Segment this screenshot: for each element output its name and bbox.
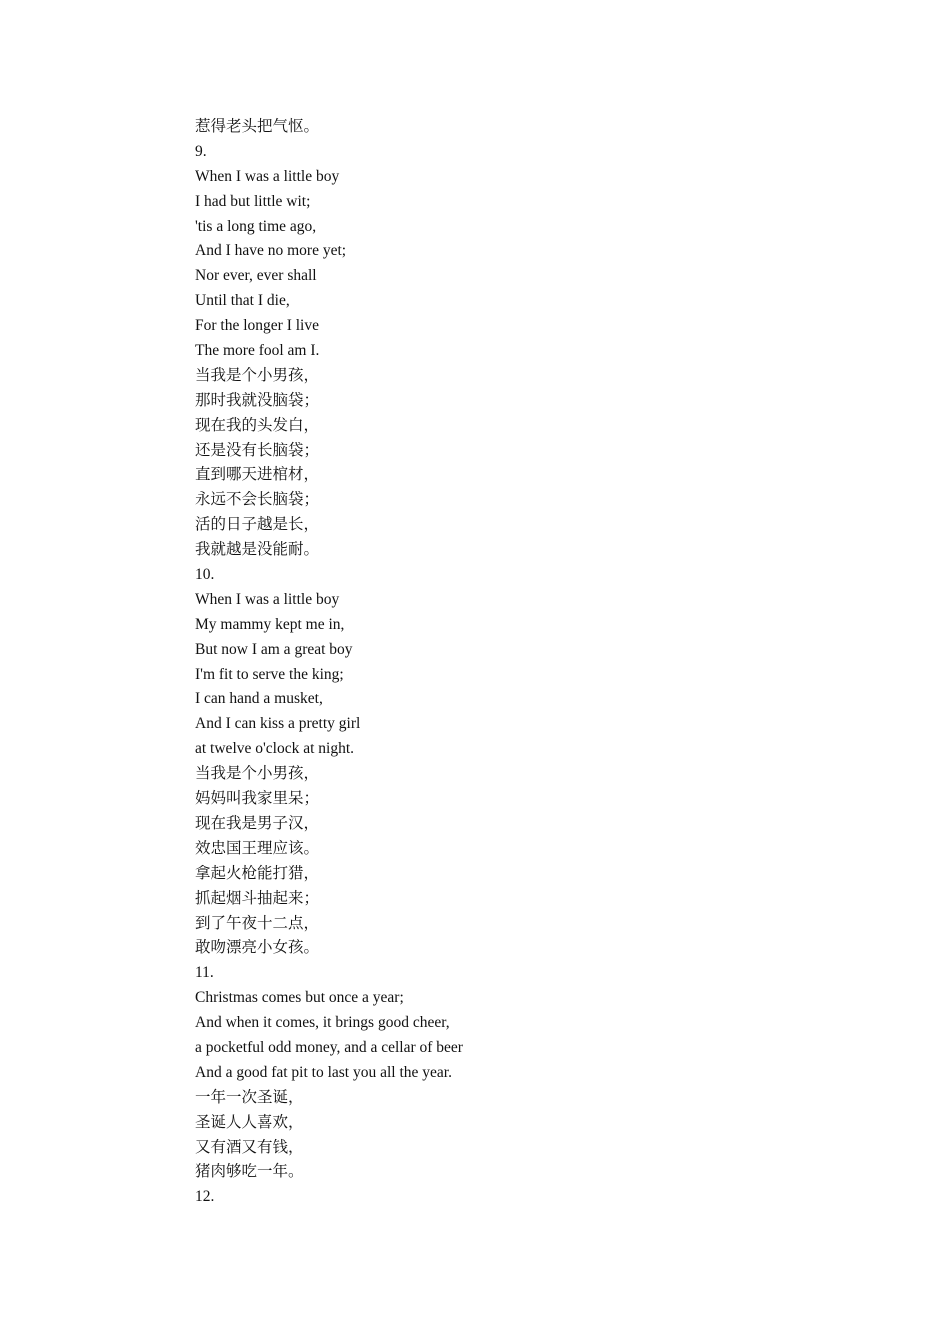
text-line: But now I am a great boy bbox=[195, 640, 353, 658]
text-line: 11. bbox=[195, 964, 214, 982]
text-line: 圣诞人人喜欢， bbox=[195, 1113, 304, 1131]
text-line: 9. bbox=[195, 142, 207, 160]
text-line: 还是没有长脑袋； bbox=[195, 441, 320, 459]
text-line: 拿起火枪能打猎， bbox=[195, 864, 320, 882]
text-line: For the longer I live bbox=[195, 317, 319, 335]
text-line: And I can kiss a pretty girl bbox=[195, 715, 361, 733]
text-line: And a good fat pit to last you all the year. bbox=[195, 1063, 452, 1081]
text-line: And when it comes, it brings good cheer, bbox=[195, 1014, 450, 1032]
text-line: When I was a little boy bbox=[195, 167, 340, 185]
text-line: The more fool am I. bbox=[195, 342, 320, 360]
text-line: Until that I die, bbox=[195, 292, 290, 310]
text-line: 现在我是男子汉， bbox=[195, 814, 320, 832]
text-line: 效忠国王理应该。 bbox=[195, 839, 320, 857]
text-line: 一年一次圣诞， bbox=[195, 1088, 304, 1106]
text-line: 永远不会长脑袋； bbox=[195, 491, 320, 509]
text-line: 又有酒又有钱， bbox=[195, 1138, 304, 1156]
text-line: 活的日子越是长， bbox=[195, 516, 320, 534]
text-line: 敢吻漂亮小女孩。 bbox=[195, 939, 320, 957]
text-line: a pocketful odd money, and a cellar of beer bbox=[195, 1038, 463, 1056]
text-line: Christmas comes but once a year; bbox=[195, 989, 404, 1007]
text-line: And I have no more yet; bbox=[195, 242, 347, 260]
text-line: Nor ever, ever shall bbox=[195, 267, 317, 285]
text-line: 现在我的头发白， bbox=[195, 416, 320, 434]
text-line: 直到哪天进棺材， bbox=[195, 466, 320, 484]
text-line: I can hand a musket, bbox=[195, 690, 323, 708]
text-line: 12. bbox=[195, 1188, 215, 1206]
text-line: 我就越是没能耐。 bbox=[195, 541, 320, 559]
text-line: I'm fit to serve the king; bbox=[195, 665, 344, 683]
poem-text-block bbox=[195, 115, 895, 1210]
text-line: 当我是个小男孩， bbox=[195, 366, 320, 384]
text-line: 惹得老头把气怄。 bbox=[195, 118, 320, 135]
text-line: 'tis a long time ago, bbox=[195, 217, 317, 235]
text-line: 抓起烟斗抽起来； bbox=[195, 889, 320, 907]
text-line: When I was a little boy bbox=[195, 590, 340, 608]
text-line: 当我是个小男孩， bbox=[195, 765, 320, 783]
text-line: 猪肉够吃一年。 bbox=[195, 1163, 304, 1181]
text-line: 到了午夜十二点， bbox=[195, 914, 320, 932]
text-line: My mammy kept me in, bbox=[195, 615, 345, 633]
text-line: 10. bbox=[195, 566, 215, 584]
text-line: 妈妈叫我家里呆； bbox=[195, 790, 320, 808]
text-line: I had but little wit; bbox=[195, 192, 311, 210]
text-line: at twelve o'clock at night. bbox=[195, 740, 355, 758]
text-line: 那时我就没脑袋； bbox=[195, 391, 320, 409]
